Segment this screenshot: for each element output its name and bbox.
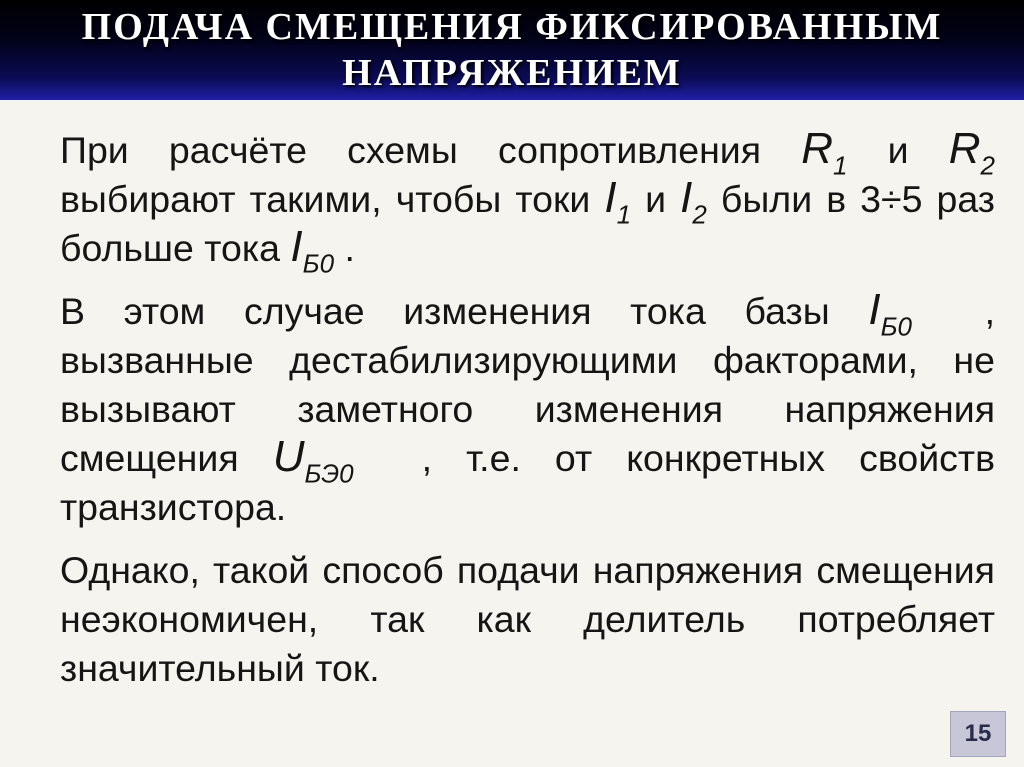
- p1-text-1: При расчёте схемы сопротивления: [60, 129, 802, 171]
- p1-text-3: выбирают такими, чтобы токи: [60, 178, 605, 220]
- slide-title: [82, 4, 943, 96]
- paragraph-resistor-choice: [60, 124, 995, 279]
- title-line-1: ПОДАЧА СМЕЩЕНИЯ ФИКСИРОВАННЫМ: [81, 6, 943, 48]
- paragraph-stability: [60, 287, 995, 532]
- symbol-r1: $R_1$: [801, 124, 848, 181]
- slide-body: [60, 126, 995, 707]
- p1-text-6: .: [334, 227, 355, 269]
- symbol-ib0: $I_{Б0}$: [290, 222, 335, 279]
- page-number: 15: [950, 711, 1006, 757]
- symbol-i1: $I_1$: [604, 173, 632, 230]
- p1-text-4: и: [631, 178, 681, 220]
- p2-text-3: , т.е. от конкретных свойств транзистора.: [60, 437, 995, 528]
- p2-text-1: В этом случае изменения тока базы: [60, 290, 869, 332]
- slide-header: [0, 0, 1024, 100]
- symbol-i2: $I_2$: [680, 173, 707, 230]
- p1-text-2: и: [847, 129, 949, 171]
- symbol-ib0-2: $I_{Б0}$: [868, 285, 912, 342]
- symbol-r2: $R_2$: [948, 124, 995, 181]
- symbol-ube0: $U_{БЭ0}$: [272, 432, 354, 489]
- title-line-2: НАПРЯЖЕНИЕМ: [342, 52, 682, 94]
- paragraph-drawback: Однако, такой способ подачи напряжения смещения неэкономичен, так как делитель потребляет значительный ток.: [60, 549, 995, 689]
- p2-text-2: , вызванные дестабилизирующими факторами, не вызывают заметного изменения напряжения смещения: [60, 290, 996, 479]
- p1-text-5: были в 3÷5 раз больше тока: [60, 178, 995, 269]
